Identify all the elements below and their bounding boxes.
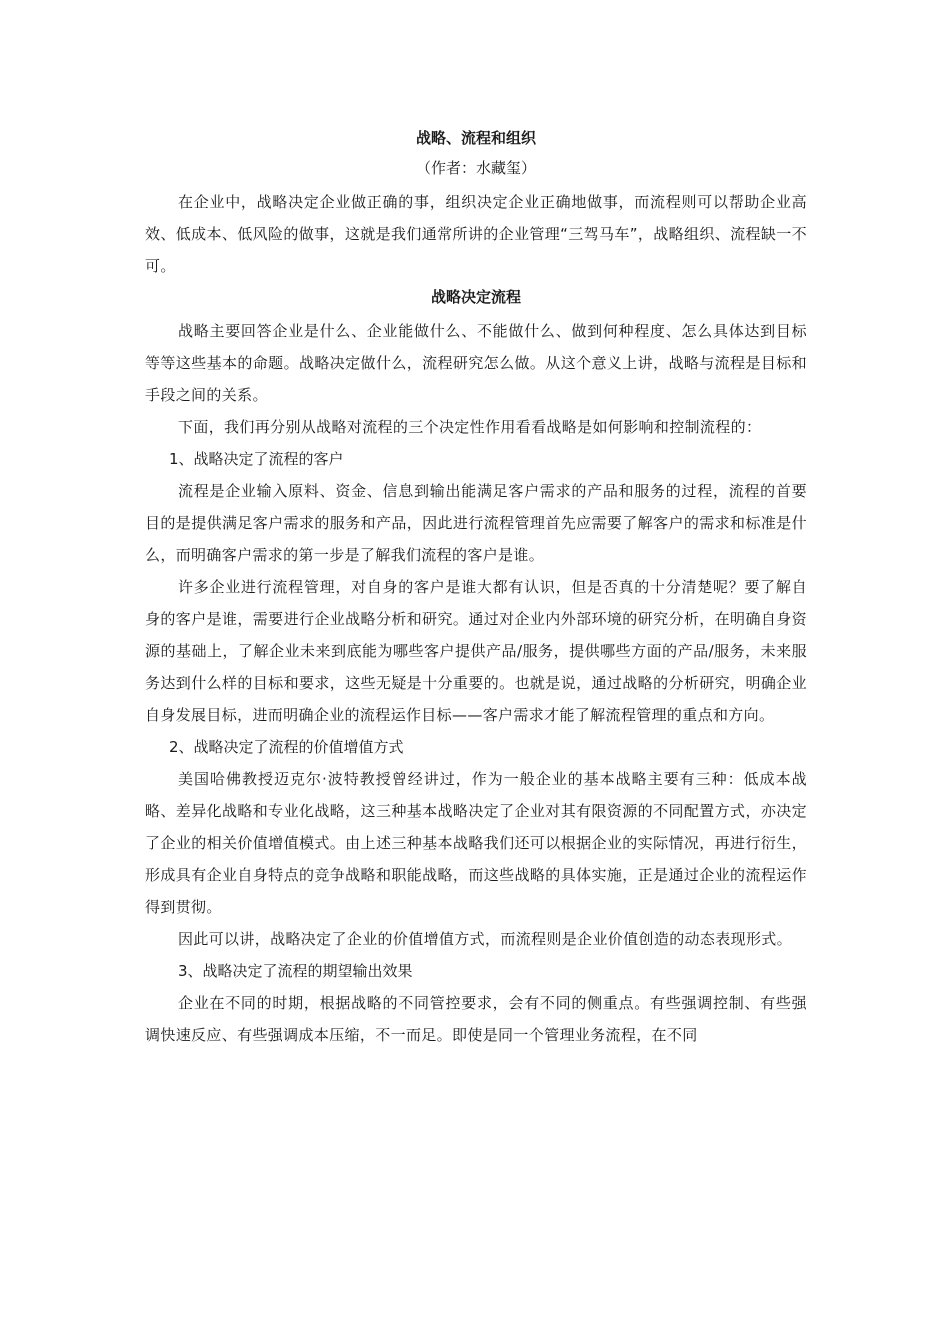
point-heading-customer: 1、战略决定了流程的客户 <box>169 450 344 468</box>
point-paragraph: 美国哈佛教授迈克尔·波特教授曾经讲过，作为一般企业的基本战略主要有三种：低成本战略、差异化战略和专业化战略，这三种基本战略决定了企业对其有限资源的不同配置方式，亦决定了企业的相关价值增值模式。由上述三种基本战略我们还可以根据企业的实际情况，再进行衍生，形成具有企业自身特点的竞争战略和职能战略，而这些战略的具体实施，正是通过企业的流程运作得到贯彻。 <box>145 770 807 916</box>
document-author: （作者：水藏玺） <box>415 159 536 177</box>
section-paragraph: 下面，我们再分别从战略对流程的三个决定性作用看看战略是如何影响和控制流程的： <box>178 418 762 436</box>
section-heading-strategy-decides-process: 战略决定流程 <box>430 288 521 306</box>
point-paragraph: 许多企业进行流程管理，对自身的客户是谁大都有认识，但是否真的十分清楚呢？要了解自身的客户是谁，需要进行企业战略分析和研究。通过对企业内外部环境的研究分析，在明确自身资源的基础上，了解企业未来到底能为哪些客户提供产品/服务，提供哪些方面的产品/服务，未来服务达到什么样的目标和要求，这些无疑是十分重要的。也就是说，通过战略的分析研究，明确企业自身发展目标，进而明确企业的流程运作目标——客户需求才能了解流程管理的重点和方向。 <box>145 578 807 724</box>
document-page <box>145 126 807 1051</box>
point-heading-value-added: 2、战略决定了流程的价值增值方式 <box>169 738 404 756</box>
section-paragraph: 战略主要回答企业是什么、企业能做什么、不能做什么、做到何种程度、怎么具体达到目标等等这些基本的命题。战略决定做什么，流程研究怎么做。从这个意义上讲，战略与流程是目标和手段之间的关系。 <box>145 322 807 404</box>
intro-paragraph: 在企业中，战略决定企业做正确的事，组织决定企业正确地做事，而流程则可以帮助企业高效、低成本、低风险的做事，这就是我们通常所讲的企业管理“三驾马车”，战略组织、流程缺一不可。 <box>145 193 807 275</box>
point-paragraph: 流程是企业输入原料、资金、信息到输出能满足客户需求的产品和服务的过程，流程的首要目的是提供满足客户需求的服务和产品，因此进行流程管理首先应需要了解客户的需求和标准是什么，而明确客户需求的第一步是了解我们流程的客户是谁。 <box>145 482 807 564</box>
point-paragraph: 因此可以讲，战略决定了企业的价值增值方式，而流程则是企业价值创造的动态表现形式。 <box>178 930 793 948</box>
point-paragraph: 企业在不同的时期，根据战略的不同管控要求，会有不同的侧重点。有些强调控制、有些强调快速反应、有些强调成本压缩，不一而足。即使是同一个管理业务流程，在不同 <box>145 994 807 1044</box>
document-title: 战略、流程和组织 <box>415 129 536 147</box>
point-heading-expected-output: 3、战略决定了流程的期望输出效果 <box>178 962 413 980</box>
